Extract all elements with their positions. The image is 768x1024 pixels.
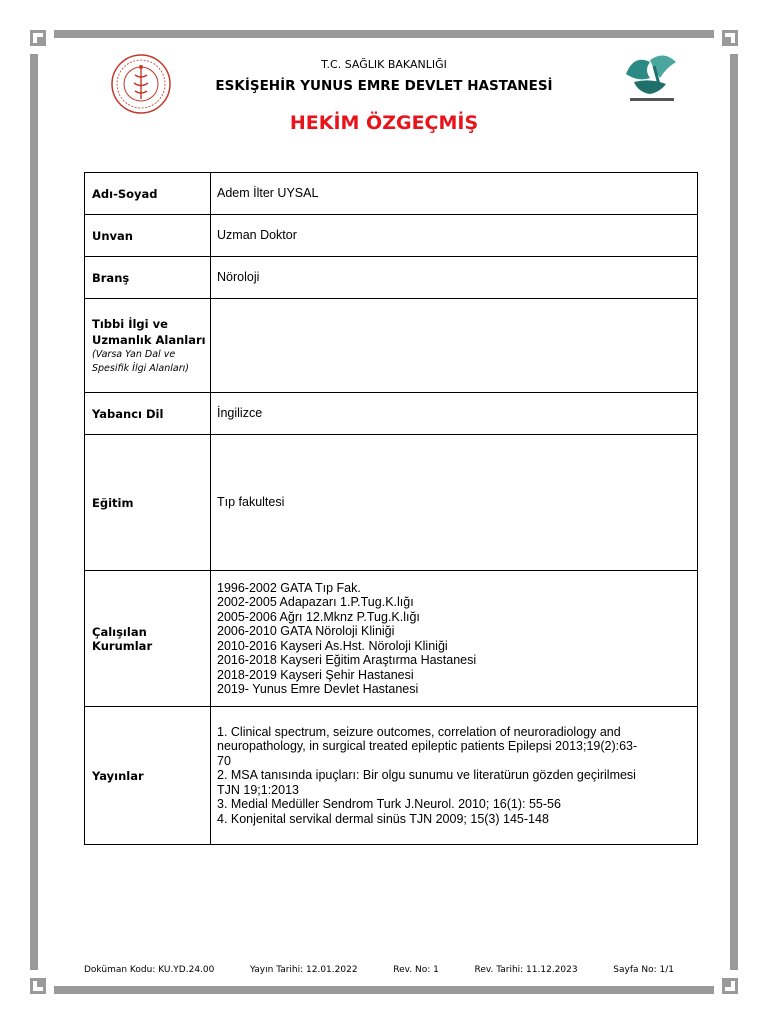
interests-label-line-1: Tıbbi İlgi ve <box>92 316 168 331</box>
list-item: 70 <box>217 753 231 768</box>
language-label: Yabancı Dil <box>85 393 211 435</box>
list-item: 2010-2016 Kayseri As.Hst. Nöroloji Kliniği <box>217 638 448 653</box>
page-frame-right <box>730 54 738 970</box>
institutions-value <box>211 571 698 707</box>
ministry-name: T.C. SAĞLIK BAKANLIĞI <box>321 58 447 71</box>
list-item: 1. Clinical spectrum, seizure outcomes, correlation of neuroradiology and <box>217 724 621 739</box>
cv-table <box>84 172 698 845</box>
list-item: 2018-2019 Kayseri Şehir Hastanesi <box>217 667 414 682</box>
table-row-name <box>85 173 698 215</box>
name-value: Adem İlter UYSAL <box>211 173 698 215</box>
interests-sublabel-line-1: (Varsa Yan Dal ve <box>92 348 176 360</box>
page-title: HEKİM ÖZGEÇMİŞ <box>289 112 479 134</box>
interests-value <box>211 299 698 393</box>
list-item: neuropathology, in surgical treated epileptic patients Epilepsi 2013;19(2):63- <box>217 739 638 754</box>
frame-corner-top-left <box>30 30 46 46</box>
page-frame-top <box>54 30 714 38</box>
list-item: 3. Medial Medüller Sendrom Turk J.Neurol. 2010; 16(1): 55-56 <box>217 797 561 812</box>
branch-label: Branş <box>85 257 211 299</box>
list-item: 2. MSA tanısında ipuçları: Bir olgu sunumu ve literatürun gözden geçirilmesi <box>217 768 636 783</box>
education-label: Eğitim <box>85 435 211 571</box>
branch-value: Nöroloji <box>211 257 698 299</box>
language-value: İngilizce <box>211 393 698 435</box>
title-value: Uzman Doktor <box>211 215 698 257</box>
institutions-label: Çalışılan Kurumlar <box>85 571 211 707</box>
frame-corner-top-right <box>722 30 738 46</box>
interests-label-line-2: Uzmanlık Alanları <box>92 332 206 347</box>
list-item: 2016-2018 Kayseri Eğitim Araştırma Hastanesi <box>217 653 477 667</box>
interests-sublabel-line-2: Spesifik İlgi Alanları) <box>92 362 189 374</box>
list-item: 4. Konjenital servikal dermal sinüs TJN 2009; 15(3) 145-148 <box>217 811 549 826</box>
rev-date: Rev. Tarihi: 11.12.2023 <box>474 965 578 975</box>
frame-corner-bottom-left <box>30 978 46 994</box>
table-row-institutions <box>85 571 698 707</box>
hospital-logo <box>620 48 682 106</box>
publish-date: Yayın Tarihi: 12.01.2022 <box>250 965 358 975</box>
list-item: 2019- Yunus Emre Devlet Hastanesi <box>217 682 419 696</box>
frame-corner-bottom-right <box>722 978 738 994</box>
list-item: 2006-2010 GATA Nöroloji Kliniği <box>217 624 395 638</box>
table-row-title <box>85 215 698 257</box>
rev-no: Rev. No: 1 <box>393 965 439 975</box>
table-row-publications <box>85 707 698 845</box>
table-row-language <box>85 393 698 435</box>
page-number: Sayfa No: 1/1 <box>613 965 674 975</box>
table-row-interests <box>85 299 698 393</box>
list-item: 1996-2002 GATA Tıp Fak. <box>217 580 361 595</box>
table-row-education <box>85 435 698 571</box>
hospital-name: ESKİŞEHİR YUNUS EMRE DEVLET HASTANESİ <box>215 78 553 94</box>
table-row-branch <box>85 257 698 299</box>
page-frame-bottom <box>54 986 714 994</box>
name-label: Adı-Soyad <box>85 173 211 215</box>
education-value: Tıp fakultesi <box>211 435 698 571</box>
document-footer <box>84 965 674 975</box>
doc-code: Doküman Kodu: KU.YD.24.00 <box>84 965 215 975</box>
page-frame-left <box>30 54 38 970</box>
publications-value <box>211 707 698 845</box>
interests-label <box>85 299 211 393</box>
publications-label: Yayınlar <box>85 707 211 845</box>
list-item: 2005-2006 Ağrı 12.Mknz P.Tug.K.lığı <box>217 609 420 624</box>
list-item: TJN 19;1:2013 <box>217 782 299 797</box>
list-item: 2002-2005 Adapazarı 1.P.Tug.K.lığı <box>217 595 414 609</box>
title-label: Unvan <box>85 215 211 257</box>
